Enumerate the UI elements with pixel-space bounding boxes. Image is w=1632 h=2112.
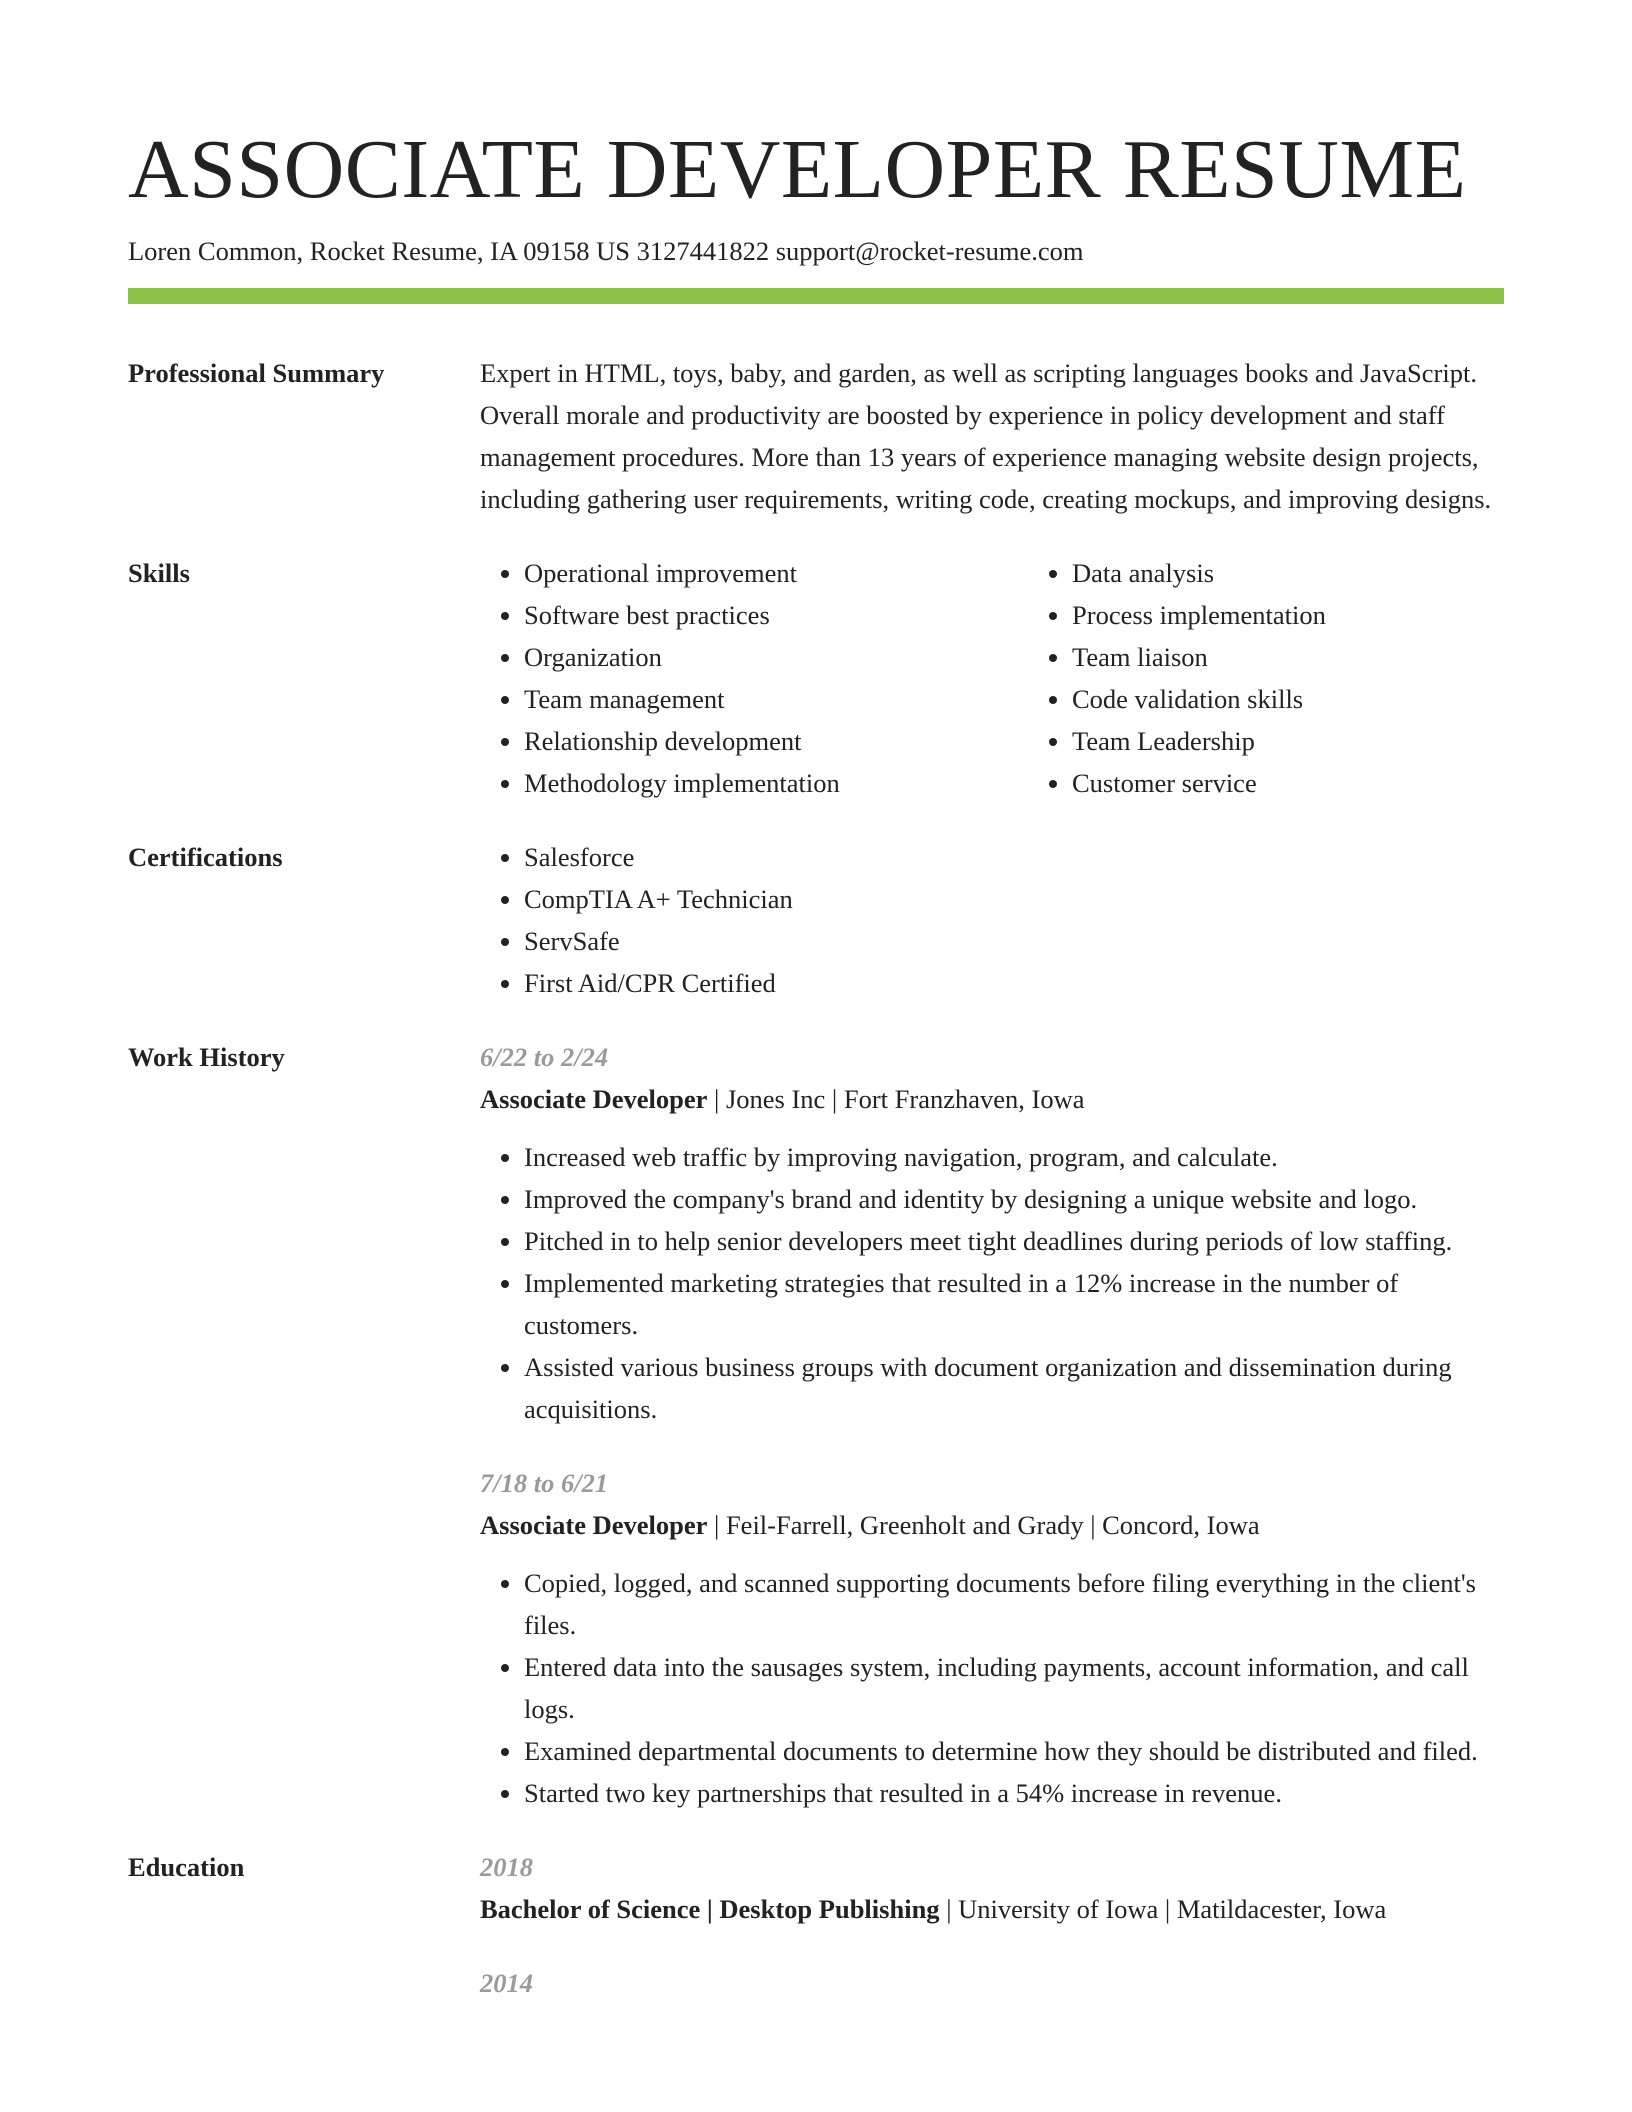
section-summary <box>128 352 1504 520</box>
job-bullet: • Examined departmental documents to determine how they should be distributed and filed. <box>524 1730 1504 1772</box>
job-bullet: • Implemented marketing strategies that resulted in a 12% increase in the number of customers. <box>524 1262 1504 1346</box>
skill-item: • Relationship development <box>524 720 1028 762</box>
education-degree: Bachelor of Science | Desktop Publishing <box>480 1894 940 1925</box>
contact-line: Loren Common, Rocket Resume, IA 09158 US 3127441822 support@rocket-resume.com <box>128 236 1084 266</box>
job-dates: 6/22 to 2/24 <box>480 1042 609 1073</box>
certification-item: • ServSafe <box>524 920 1504 962</box>
section-label-summary: Professional Summary <box>128 358 385 389</box>
skill-item: • Software best practices <box>524 594 1028 636</box>
education-heading <box>480 1888 1504 1930</box>
section-label-skills: Skills <box>128 558 190 589</box>
job-title: Associate Developer <box>480 1510 708 1541</box>
skill-item: • Team liaison <box>1072 636 1576 678</box>
job-bullet: • Copied, logged, and scanned supporting documents before filing everything in the client's files. <box>524 1562 1504 1646</box>
resume-title: ASSOCIATE DEVELOPER RESUME <box>128 123 1467 216</box>
skill-item: • Team Leadership <box>1072 720 1576 762</box>
skill-item: • Data analysis <box>1072 552 1576 594</box>
section-certifications <box>128 836 1504 1004</box>
job-bullets <box>480 1562 1504 1814</box>
skills-list-left <box>480 552 1028 804</box>
skills-list-right <box>1028 552 1576 804</box>
job-bullet: • Entered data into the sausages system, including payments, account information, and call logs. <box>524 1646 1504 1730</box>
job-entry <box>480 1462 1504 1814</box>
skill-item: • Methodology implementation <box>524 762 1028 804</box>
skill-item: • Team management <box>524 678 1028 720</box>
skill-item: • Customer service <box>1072 762 1576 804</box>
job-heading <box>480 1504 1504 1546</box>
section-skills <box>128 552 1504 804</box>
job-bullet: • Pitched in to help senior developers meet tight deadlines during periods of low staffing. <box>524 1220 1504 1262</box>
education-year: 2018 <box>480 1852 533 1883</box>
section-label-certifications: Certifications <box>128 842 283 873</box>
header-divider <box>128 288 1504 304</box>
section-label-education: Education <box>128 1852 245 1883</box>
job-bullet: • Assisted various business groups with document organization and dissemination during acquisitions. <box>524 1346 1504 1430</box>
job-details: | Jones Inc | Fort Franzhaven, Iowa <box>707 1084 1085 1115</box>
job-bullet: • Increased web traffic by improving navigation, program, and calculate. <box>524 1136 1504 1178</box>
section-education <box>128 1846 1504 2004</box>
section-label-work: Work History <box>128 1042 285 1073</box>
job-bullets <box>480 1136 1504 1430</box>
education-entry <box>480 1962 1504 2004</box>
job-heading <box>480 1078 1504 1120</box>
job-title: Associate Developer <box>480 1084 708 1115</box>
certification-item: • CompTIA A+ Technician <box>524 878 1504 920</box>
skill-item: • Operational improvement <box>524 552 1028 594</box>
skill-item: • Process implementation <box>1072 594 1576 636</box>
skill-item: • Code validation skills <box>1072 678 1576 720</box>
education-details: | University of Iowa | Matildacester, Iowa <box>939 1894 1387 1925</box>
section-work-history <box>128 1036 1504 1814</box>
skill-item: • Organization <box>524 636 1028 678</box>
resume-page <box>128 0 1504 2004</box>
job-dates: 7/18 to 6/21 <box>480 1468 609 1499</box>
job-entry <box>480 1036 1504 1430</box>
certifications-list <box>480 836 1504 1004</box>
certification-item: • Salesforce <box>524 836 1504 878</box>
summary-text: Expert in HTML, toys, baby, and garden, as well as scripting languages books and JavaScript. Overall morale and productivity are boosted by experience in policy development and staff management procedures. More than 13 years of experience managing website design projects, including gathering user requirements, writing code, creating mockups, and improving designs. <box>480 358 1492 515</box>
job-bullet: • Started two key partnerships that resulted in a 54% increase in revenue. <box>524 1772 1504 1814</box>
education-entry <box>480 1846 1504 1930</box>
job-bullet: • Improved the company's brand and identity by designing a unique website and logo. <box>524 1178 1504 1220</box>
education-year: 2014 <box>480 1968 533 1999</box>
skills-columns <box>480 552 1576 804</box>
certification-item: • First Aid/CPR Certified <box>524 962 1504 1004</box>
job-details: | Feil-Farrell, Greenholt and Grady | Concord, Iowa <box>707 1510 1260 1541</box>
